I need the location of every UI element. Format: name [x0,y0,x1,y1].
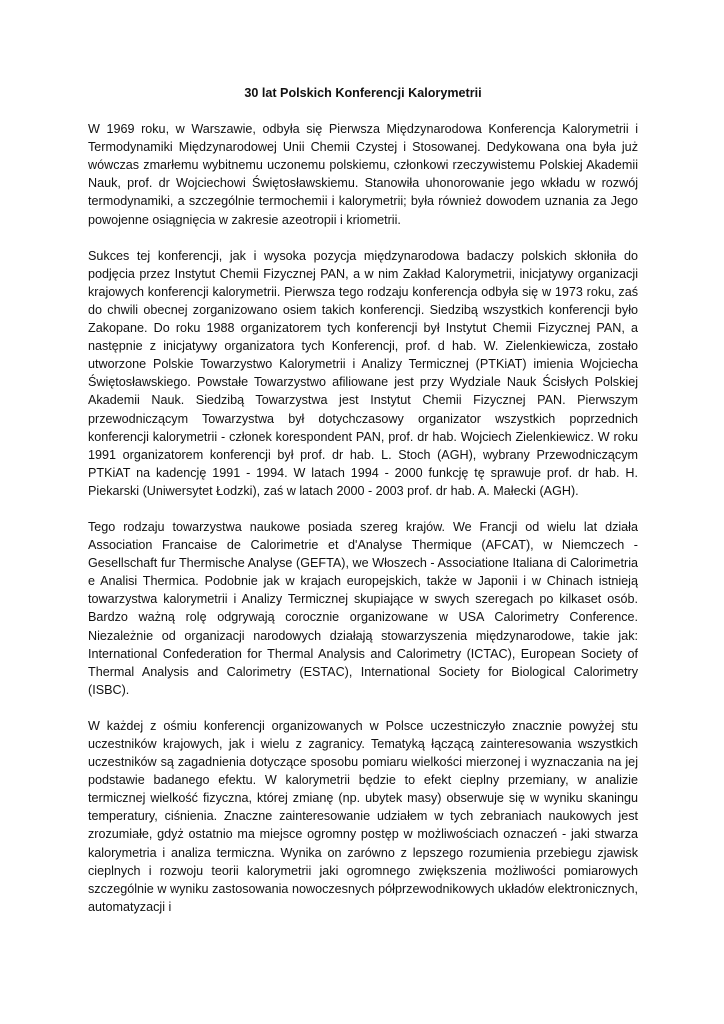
paragraph-2: Sukces tej konferencji, jak i wysoka pozycja międzynarodowa badaczy polskich skłoniła do podjęcia przez Instytut Chemii Fizycznej PAN, a w nim Zakład Kalorymetrii, inicjatywy organizacji krajowych konferencji kalorymetrii. Pierwsza tego rodzaju konferencja odbyła się w 1973 roku, zaś do chwili obecnej zorganizowano osiem takich konferencji. Siedzibą wszystkich konferencji było Zakopane. Do roku 1988 organizatorem tych konferencji był Instytut Chemii Fizycznej PAN, a następnie z inicjatywy organizatora tych Konferencji, prof. d hab. W. Zielenkiewicza, zostało utworzone Polskie Towarzystwo Kalorymetrii i Analizy Termicznej (PTKiAT) imienia Wojciecha Świętosławskiego. Powstałe Towarzystwo afiliowane jest przy Wydziale Nauk Ścisłych Polskiej Akademii Nauk. Siedzibą Towarzystwa jest Instytut Chemii Fizycznej PAN. Pierwszym przewodniczącym Towarzystwa był dotychczasowy organizator wszystkich poprzednich konferencji kalorymetrii - członek korespondent PAN, prof. dr hab. Wojciech Zielenkiewicz. W roku 1991 organizatorem konferencji był prof. dr hab. L. Stoch (AGH), wybrany Przewodniczącym PTKiAT na kadencję 1991 - 1994. W latach 1994 - 2000 funkcję tę sprawuje prof. dr hab. H. Piekarski (Uniwersytet Łodzki), zaś w latach 2000 - 2003 prof. dr hab. A. Małecki (AGH). [88,248,638,498]
paragraph-1: W 1969 roku, w Warszawie, odbyła się Pierwsza Międzynarodowa Konferencja Kalorymetrii i Termodynamiki Międzynarodowej Unii Chemii Czystej i Stosowanej. Dedykowana ona była już wówczas zmarłemu wybitnemu uczonemu polskiemu, członkowi rzeczywistemu Polskiej Akademii Nauk, prof. dr Wojciechowi Świętosławskiemu. Stanowiła uhonorowanie jego wkładu w rozwój termodynamiki, a szczególnie termochemii i kalorymetrii; była również dowodem uznania za Jego powojenne osiągnięcia w zakresie azeotropii i kriometrii. [88,122,638,227]
document-page [88,84,638,934]
paragraph-4: W każdej z ośmiu konferencji organizowanych w Polsce uczestniczyło znacznie powyżej stu uczestników krajowych, jak i wielu z zagranicy. Tematyką łączącą zainteresowania wszystkich uczestników są zagadnienia dotyczące sposobu pomiaru wielkości mierzonej i wyznaczania na jej podstawie badanego efektu. W kalorymetrii będzie to efekt cieplny przemiany, w analizie termicznej wielkość fizyczna, której zmianę (np. ubytek masy) obserwuje się w wyniku skaningu temperatury, ciśnienia. Znaczne zainteresowanie udziałem w tych zebraniach naukowych jest zrozumiałe, gdyż ostatnio ma miejsce ogromny postęp w możliwościach oznaczeń - jaki stwarza kalorymetria i analiza termiczna. Wynika on zarówno z lepszego rozumienia przebiegu zjawisk cieplnych i rozwoju teorii kalorymetrii jaki ogromnego zwiększenia możliwości pomiarowych szczególnie w wyniku zastosowania nowoczesnych półprzewodnikowych układów elektronicznych, automatyzacji i [88,718,638,914]
document-title: 30 lat Polskich Konferencji Kalorymetrii [244,86,482,100]
paragraph-3: Tego rodzaju towarzystwa naukowe posiada szereg krajów. We Francji od wielu lat działa Association Francaise de Calorimetrie et d'Analyse Thermique (AFCAT), w Niemczech - Gesellschaft fur Thermische Analyse (GEFTA), we Włoszech - Associatione Italiana di Calorimetria e Analisi Thermica. Podobnie jak w krajach europejskich, także w Japonii i w Chinach istnieją towarzystwa kalorymetrii i Analizy Termicznej skupiające w swych szeregach po kilkaset osób. Bardzo ważną rolę odgrywają corocznie organizowane w USA Calorimetry Conference. Niezależnie od organizacji narodowych działają stowarzyszenia międzynarodowe, takie jak: International Confederation for Thermal Analysis and Calorimetry (ICTAC), European Society of Thermal Analysis and Calorimetry (ESTAC), International Society for Biological Calorimetry (ISBC). [88,519,638,697]
